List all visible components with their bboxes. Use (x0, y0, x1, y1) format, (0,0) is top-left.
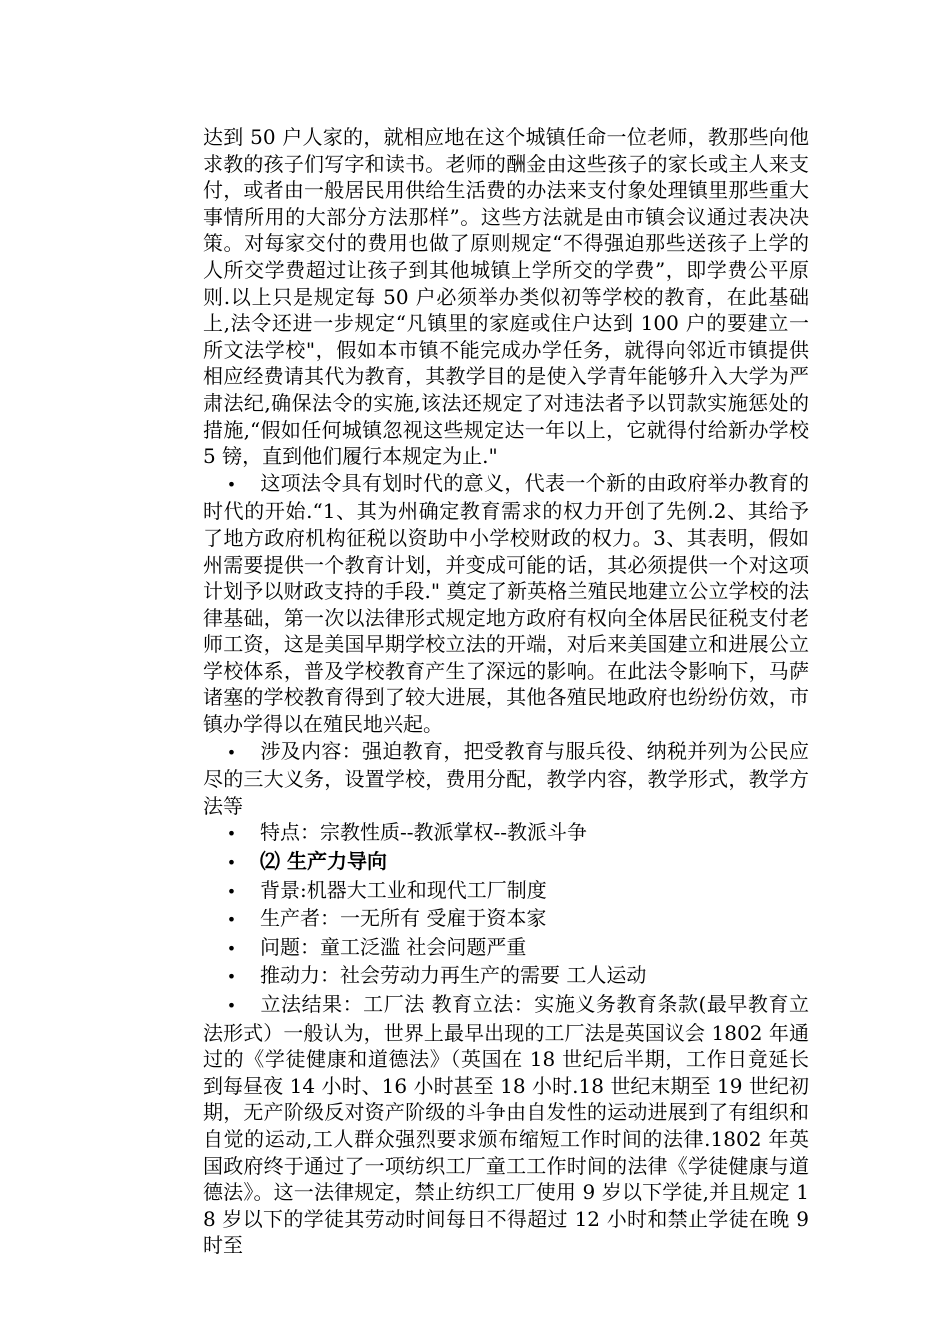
bullet-text: 立法结果：工厂法 教育立法：实施义务教育条款(最早教育立法形式）一般认为，世界上最早出现的工厂法是英国议会 1802 年通过的《学徒健康和道德法》（英国在 18 世纪后半期，工作日竟延长到每昼夜 14 小时、16 小时甚至 18 小时.18 世纪末期至 19 世纪初期，无产阶级反对资产阶级的斗争由自发性的运动进展到了有组织和自觉的运动,工人群众强烈要求颁布缩短工作时间的法律.1802 年英国政府终于通过了一项纺织工厂童工工作时间的法律《学徒健康与道德法》。这一法律规定，禁止纺织工厂使用 9 岁以下学徒,并且规定 18 岁以下的学徒其劳动时间每日不得超过 12 小时和禁止学徒在晚 9 时至 (203, 992, 809, 1258)
bullet-item (203, 905, 809, 934)
bullet-item (203, 877, 809, 906)
bullet-icon: • (226, 996, 237, 1015)
bullet-item (203, 738, 809, 820)
paragraph-1 (203, 124, 809, 470)
paragraph-text: 达到 50 户人家的，就相应地在这个城镇任命一位老师，教那些向他求教的孩子们写字和读书。老师的酬金由这些孩子的家长或主人来支付，或者由一般居民用供给生活费的办法来支付象处理镇里那些重大事情所用的大部分方法那样”。这些方法就是由市镇会议通过表决决策。对每家交付的费用也做了原则规定“不得强迫那些送孩子上学的人所交学费超过让孩子到其他城镇上学所交的学费”，即学费公平原则.以上只是规定每 50 户必须举办类似初等学校的教育，在此基础上,法令还进一步规定“凡镇里的家庭或住户达到 100 户的要建立一所文法学校"，假如本市镇不能完成办学任务，就得向邻近市镇提供相应经费请其代为教育，其教学目的是使入学青年能够升入大学为严肃法纪,确保法令的实施,该法还规定了对违法者予以罚款实施惩处的措施,“假如任何城镇忽视这些规定达一年以上，它就得付给新办学校 5 镑，直到他们履行本规定为止." (203, 125, 809, 469)
bullet-text: 涉及内容：强迫教育，把受教育与服兵役、纳税并列为公民应尽的三大义务，设置学校，费用分配，教学内容，教学形式，教学方法等 (203, 738, 809, 818)
bullet-icon: • (226, 881, 237, 901)
bullet-text: 生产者：一无所有 受雇于资本家 (260, 906, 547, 931)
bullet-text: 特点：宗教性质--教派掌权--教派斗争 (260, 820, 588, 845)
bullet-icon: • (226, 474, 237, 494)
document-body (203, 124, 809, 1259)
bullet-icon: • (226, 967, 237, 987)
bullet-text: 这项法令具有划时代的意义，代表一个新的由政府举办教育的时代的开始.“1、其为州确定教育需求的权力开创了先例.2、其给予了地方政府机构征税以资助中小学校财政的权力。3、其表明，假如州需要提供一个教育计划，并变成可能的话，其必须提供一个对这项计划予以财政支持的手段." 奠定了新英格兰殖民地建立公立学校的法律基础，第一次以法律形式规定地方政府有权向全体居民征税支付老师工资，这是美国早期学校立法的开端，对后来美国建立和进展公立学校体系，普及学校教育产生了深远的影响。在此法令影响下，马萨诸塞的学校教育得到了较大进展，其他各殖民地政府也纷纷仿效，市镇办学得以在殖民地兴起。 (203, 470, 809, 737)
bullet-icon: • (226, 938, 237, 958)
bullet-text: 问题：童工泛滥 社会问题严重 (260, 934, 527, 959)
bullet-icon: • (226, 742, 237, 762)
bullet-item (203, 819, 809, 848)
bullet-icon: • (226, 910, 237, 930)
bullet-item-heading (203, 848, 809, 877)
bullet-item (203, 934, 809, 963)
bullet-item (203, 991, 809, 1259)
bullet-icon: • (226, 824, 237, 844)
bullet-icon: • (226, 853, 237, 873)
section-heading: ⑵ 生产力导向 (260, 849, 387, 874)
bullet-text: 背景:机器大工业和现代工厂制度 (260, 877, 547, 902)
bullet-item (203, 470, 809, 738)
bullet-item (203, 962, 809, 991)
bullet-text: 推动力：社会劳动力再生产的需要 工人运动 (260, 963, 647, 988)
